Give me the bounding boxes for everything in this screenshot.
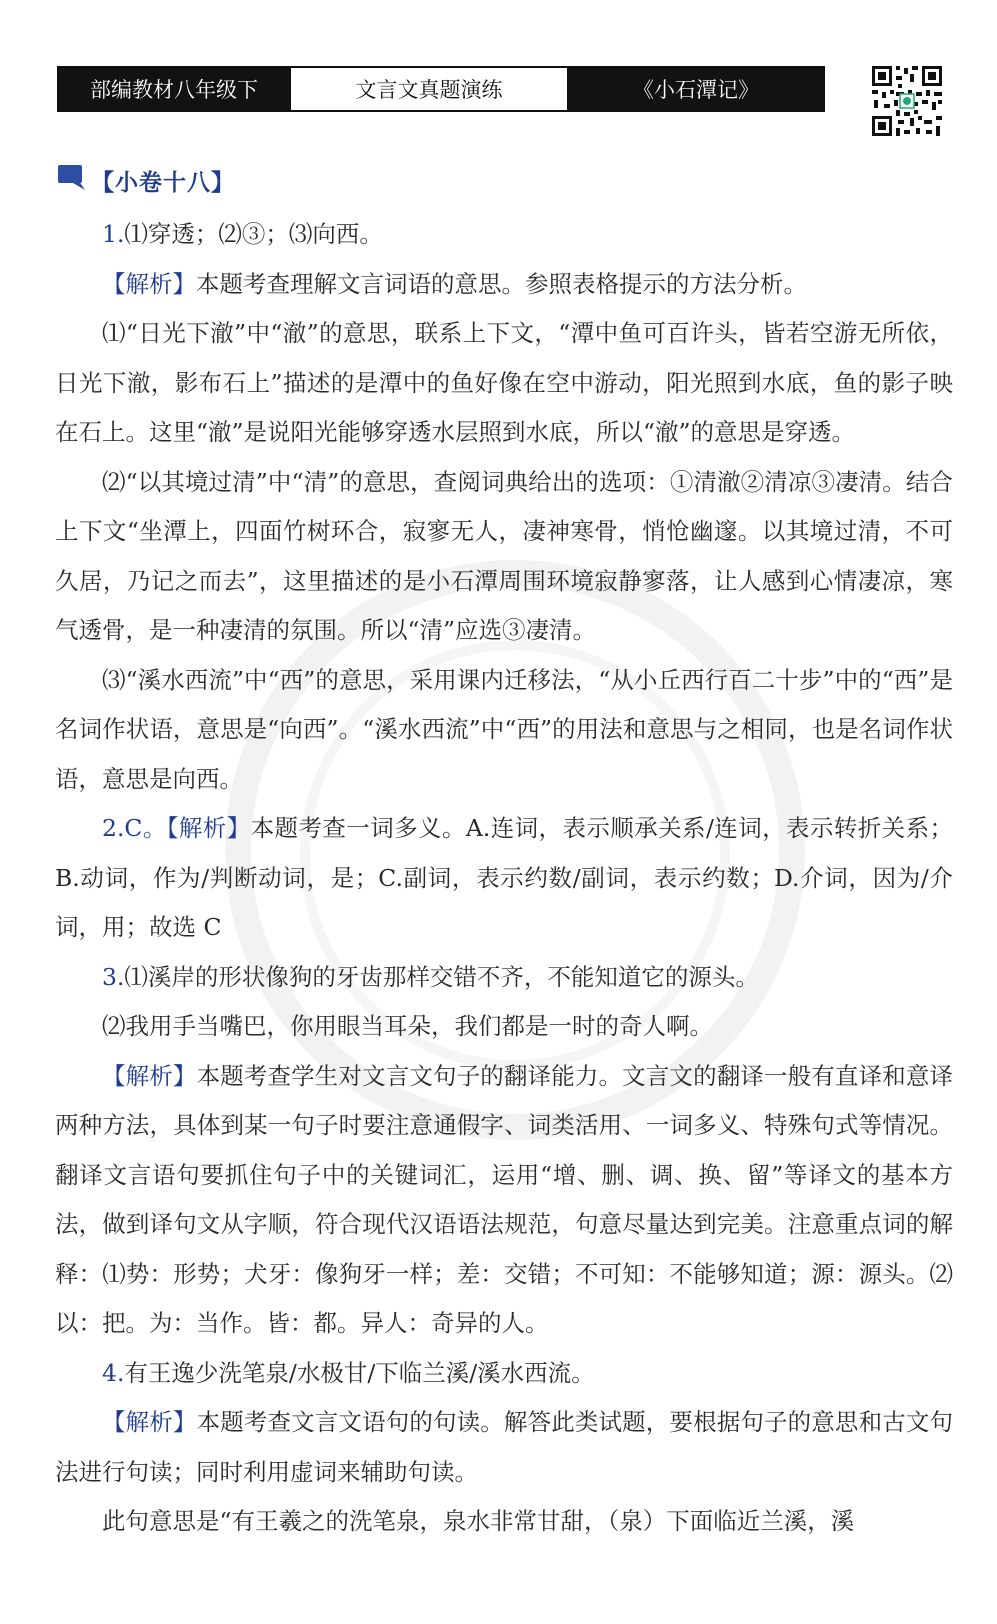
header-subject: 文言文真题演练 — [289, 68, 569, 110]
lead-0: 1. — [102, 220, 125, 248]
paragraph-0 — [55, 210, 953, 260]
paragraph-3 — [55, 458, 953, 656]
lead-5: 2.C。【解析】 — [102, 814, 251, 842]
text-6: ⑴溪岸的形状像狗的牙齿那样交错不齐，不能知道它的源头。 — [124, 962, 759, 991]
text-3: ⑵“以其境过清”中“清”的意思，查阅词典给出的选项：①清澈②清凉③凄清。结合上下文“坐潭上，四面竹树环合，寂寥无人，凄神寒骨，悄怆幽邃。以其境过清，不可久居，乃记之而去”，这里描述的是小石潭周围环境寂静寥落，让人感到心情凄凉，寒气透骨，是一种凄清的氛围。所以“清”应选③凄清。 — [55, 467, 953, 644]
text-10: 本题考查文言文语句的句读。解答此类试题，要根据句子的意思和古文句法进行句读；同时利用虚词来辅助句读。 — [55, 1408, 954, 1486]
lead-9: 4. — [102, 1358, 125, 1387]
header-title: 《小石潭记》 — [569, 68, 823, 110]
text-7: ⑵我用手当嘴巴，你用眼当耳朵，我们都是一时的奇人啊。 — [102, 1012, 713, 1040]
text-4: ⑶“溪水西流”中“西”的意思，采用课内迁移法，“从小丘西行百二十步”中的“西”是名词作状语，意思是“向西”。“溪水西流”中“西”的用法和意思与之相同，也是名词作状语，意思是向西。 — [55, 665, 953, 793]
paragraph-9 — [55, 1349, 953, 1399]
qr-code-icon — [870, 64, 944, 138]
paragraph-10 — [55, 1398, 953, 1497]
paragraph-6 — [55, 953, 953, 1003]
text-0: ⑴穿透；⑵③；⑶向西。 — [124, 220, 383, 248]
header-grade: 部编教材八年级下 — [59, 68, 289, 110]
text-9: 有王逸少洗笔泉/水极甘/下临兰溪/溪水西流。 — [124, 1358, 595, 1387]
answer-content — [55, 210, 953, 1547]
text-8: 本题考查学生对文言文句子的翻译能力。文言文的翻译一般有直译和意译两种方法，具体到某一句子时要注意通假字、词类活用、一词多义、特殊句式等情况。翻译文言语句要抓住句子中的关键词汇，运用“增、删、调、换、留”等译文的基本方法，做到译句文从字顺，符合现代汉语语法规范，句意尽量达到完美。注意重点词的解释：⑴势：形势；犬牙：像狗牙一样；差：交错；不可知：不能够知道；源：源头。⑵以：把。为：当作。皆：都。异人：奇异的人。 — [55, 1061, 954, 1337]
paragraph-2 — [55, 309, 953, 458]
paragraph-1 — [55, 260, 953, 310]
lead-8: 【解析】 — [102, 1061, 197, 1090]
text-2: ⑴“日光下澈”中“澈”的意思，联系上下文，“潭中鱼可百许头，皆若空游无所依，日光下澈，影布石上”描述的是潭中的鱼好像在空中游动，阳光照到水底，鱼的影子映在石上。这里“澈”是说阳光能够穿透水层照到水底，所以“澈”的意思是穿透。 — [55, 319, 953, 446]
text-5: 本题考查一词多义。A.连词，表示顺承关系/连词，表示转折关系；B.动词，作为/判断动词，是；C.副词，表示约数/副词，表示约数；D.介词，因为/介词，用；故选 C — [55, 814, 953, 941]
paragraph-11 — [55, 1497, 953, 1547]
chat-bubble-icon — [57, 163, 87, 197]
paragraph-7 — [55, 1002, 953, 1052]
text-1: 本题考查理解文言词语的意思。参照表格提示的方法分析。 — [196, 269, 807, 298]
lead-1: 【解析】 — [102, 269, 196, 298]
paragraph-4 — [55, 656, 953, 805]
page-header — [57, 66, 825, 112]
section-heading — [57, 160, 235, 200]
lead-6: 3. — [102, 962, 125, 991]
paragraph-5 — [55, 804, 953, 953]
lead-10: 【解析】 — [102, 1408, 197, 1436]
paragraph-8 — [55, 1052, 953, 1349]
text-11: 此句意思是“有王羲之的洗笔泉，泉水非常甘甜，（泉）下面临近兰溪，溪 — [102, 1507, 855, 1535]
section-title: 【小卷十八】 — [91, 168, 235, 196]
